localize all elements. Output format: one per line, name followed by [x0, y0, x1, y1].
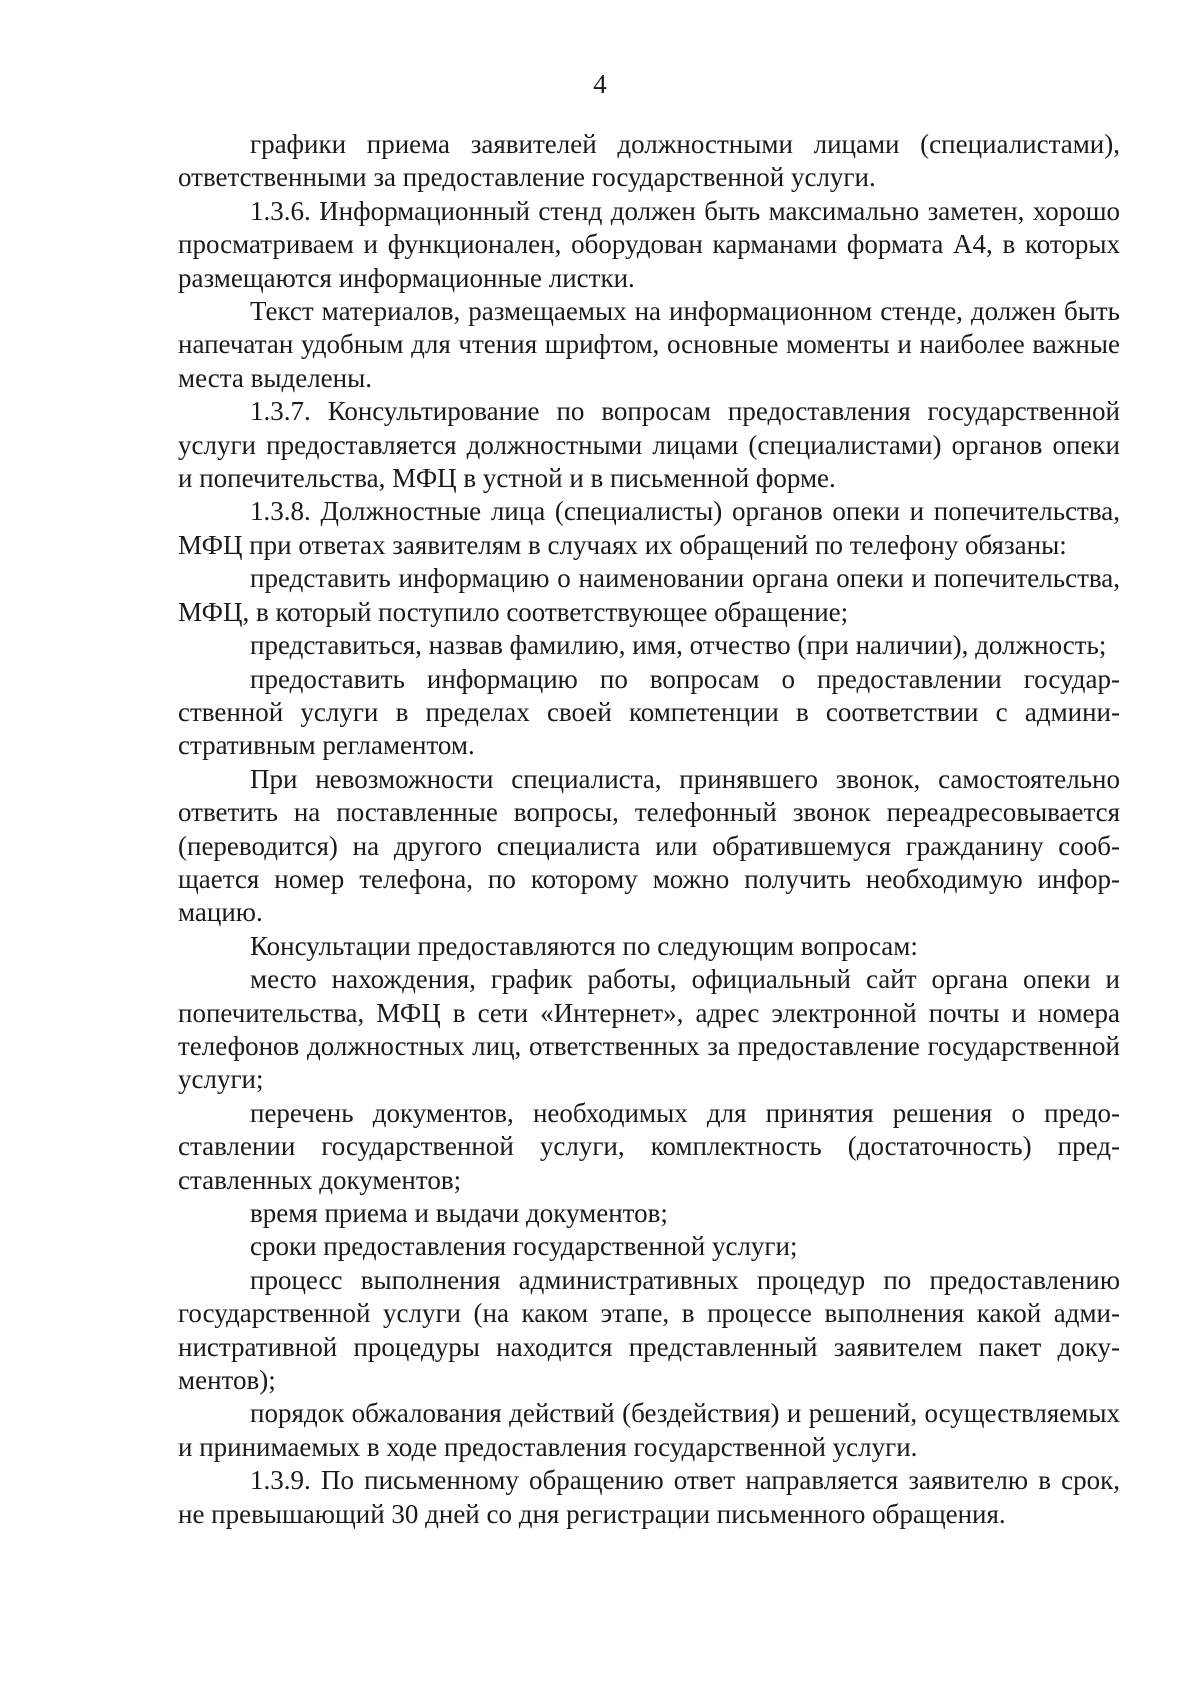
- paragraph: представиться, назвав фамилию, имя, отчество (при наличии), должность;: [250, 630, 1107, 661]
- page-number: 4: [593, 69, 607, 99]
- paragraph: перечень документов, необходимых для принятия решения о предоставлении государственной услуги, комплектность (достаточность) представленных документов;: [178, 1097, 1120, 1195]
- document-body: [178, 128, 1120, 1531]
- paragraph-1-3-7: 1.3.7. Консультирование по вопросам предоставления государственной услуги предоставляется должностными лицами (специалистами) органов опеки и попечительства, МФЦ в устной и в письменной форме.: [178, 396, 1120, 494]
- paragraph: время приема и выдачи документов;: [250, 1198, 668, 1228]
- paragraph-1-3-9: 1.3.9. По письменному обращению ответ направляется заявителю в срок, не превышающий 30 дней со дня регистрации письменного обращения.: [178, 1465, 1120, 1529]
- paragraph: представить информацию о наименовании органа опеки и попечительства, МФЦ, в который поступило соответствующее обращение;: [178, 563, 1120, 627]
- paragraph-1-3-8: 1.3.8. Должностные лица (специалисты) органов опеки и попечительства, МФЦ при ответах заявителям в случаях их обращений по телефону обязаны:: [178, 496, 1120, 560]
- paragraph: графики приема заявителей должностными лицами (специалистами), ответственными за предоставление государственной услуги.: [178, 129, 1120, 193]
- paragraph: сроки предоставления государственной услуги;: [250, 1231, 798, 1262]
- paragraph: место нахождения, график работы, официальный сайт органа опеки и попечительства, МФЦ в сети «Интернет», адрес электронной почты и номера телефонов должностных лиц, ответственных за предоставление государственной услуги;: [178, 964, 1120, 1095]
- paragraph: процесс выполнения административных процедур по предоставлению государственной услуги (на каком этапе, в процессе выполнения какой административной процедуры находится представленный заявителем пакет документов);: [178, 1264, 1120, 1396]
- paragraph: Консультации предоставляются по следующим вопросам:: [250, 930, 918, 961]
- paragraph-1-3-6: 1.3.6. Информационный стенд должен быть максимально заметен, хорошо просматриваем и функционален, оборудован карманами формата А4, в которых размещаются информационные листки.: [178, 195, 1120, 293]
- paragraph: порядок обжалования действий (бездействия) и решений, осуществляемых и принимаемых в ходе предоставления государственной услуги.: [178, 1398, 1120, 1462]
- paragraph: При невозможности специалиста, принявшего звонок, самостоятельно ответить на поставленные вопросы, телефонный звонок переадресовывается (переводится) на другого специалиста или обратившемуся гражданину сообщается номер телефона, по которому можно получить необходимую информацию.: [178, 763, 1120, 928]
- paragraph: Текст материалов, размещаемых на информационном стенде, должен быть напечатан удобным для чтения шрифтом, основные моменты и наиболее важные места выделены.: [178, 296, 1120, 393]
- paragraph: предоставить информацию по вопросам о предоставлении государственной услуги в пределах своей компетенции в соответствии с административным регламентом.: [178, 663, 1120, 761]
